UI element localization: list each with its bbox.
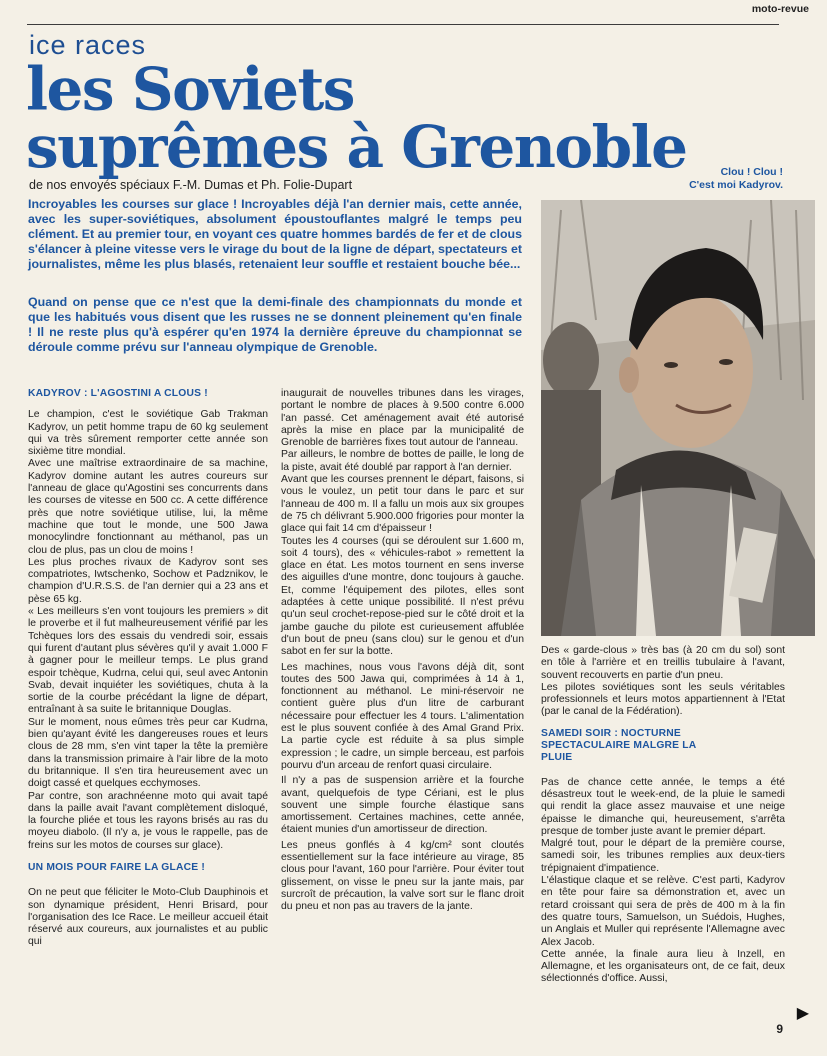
paragraph: Il n'y a pas de suspension arrière et la fourche avant, quelquefois de type Cériani, est le plus souvent une simple fourche élastique sans amortissement. Certaines machines, cette année, étaient munies d'un amortisseur de direction. bbox=[281, 775, 524, 836]
text-column-1 bbox=[28, 388, 268, 949]
paragraph: « Les meilleurs s'en vont toujours les premiers » dit le proverbe et il fut malheureusement vérifié par les Tchèques lors des essais du vendredi soir, essais qui furent d'autant plus sévères qu'il y avait 1.000 F à gagner pour le meilleur temps. Le plus grand espoir tchèque, Kudrna, celui qui, seul avec Antonin Svab, devait inquiéter les soviétiques, chuta à la sortie de la courbe précédant la ligne de départ, entraînant à sa suite le britannique Douglas. bbox=[28, 606, 268, 716]
rider-photo bbox=[541, 200, 815, 636]
paragraph: Les pilotes soviétiques sont les seuls véritables professionnels et leurs motos appartiennent à l'Etat (par le canal de la Fédération). bbox=[541, 681, 785, 718]
article-kicker: ice races bbox=[29, 30, 147, 60]
headline-line-1: les Soviets bbox=[26, 54, 354, 124]
rider-portrait-illustration bbox=[541, 200, 815, 636]
subheading: UN MOIS POUR FAIRE LA GLACE ! bbox=[28, 861, 206, 873]
paragraph: Des « garde-clous » très bas (à 20 cm du sol) sont en tôle à l'arrière et en treillis tubulaire à l'avant, souvent recouverts en partie d'un pneu. bbox=[541, 645, 785, 681]
paragraph: Malgré tout, pour le départ de la première course, samedi soir, les tribunes remplies aux deux-tiers trépignaient d'impatience. bbox=[541, 838, 785, 874]
intro-paragraph-1: Incroyables les courses sur glace ! Incroyables déjà l'an dernier mais, cette année, avec les super-soviétiques, absolument époustouflantes malgré le temps peu clément. Et au premier tour, en voyant ces quatre hommes bardés de fer et de clous s'élancer à pleine vitesse vers le virage du bout de la ligne de départ, spectateurs et journalistes, même les plus blasés, retenaient leur souffle et restaient bouche bée... bbox=[28, 197, 522, 271]
paragraph: Par ailleurs, le nombre de bottes de paille, le long de la piste, avait été doublé par rapport à l'an dernier. bbox=[281, 449, 524, 473]
magazine-name: moto-revue bbox=[751, 3, 809, 15]
page-number: 9 bbox=[776, 1022, 783, 1036]
paragraph: L'élastique claque et se relève. C'est parti, Kadyrov en tête pour faire sa démonstration et, avec un retard croissant qui sera de près de 400 m à la fin des quatre tours, Samuelson, un Suédois, Hughes, un Anglais et Muller qui représente l'Allemagne avec Alex Jacob. bbox=[541, 875, 785, 948]
text-column-2 bbox=[281, 388, 524, 913]
paragraph: Sur le moment, nous eûmes très peur car Kudrna, bien qu'ayant évité les dangereuses roues et leurs clous de 28 mm, s'en vint taper la tête la première dans la transmission primaire à l'air libre de la moto du britannique. Il s'en tira heureusement avec un doigt cassé et quelques ecchymoses. bbox=[28, 716, 268, 790]
paragraph: Les plus proches rivaux de Kadyrov sont ses compatriotes, Iwtschenko, Sochow et Padznikov, le champion d'U.R.S.S. de l'an dernier qui a 23 ans et pèse 65 kg. bbox=[28, 556, 268, 605]
photo-caption-line-1: Clou ! Clou ! bbox=[720, 166, 783, 178]
paragraph: Par contre, son arachnéenne moto qui avait tapé dans la paille avait l'avant complètement disloqué, la fourche pliée et tous les rayons brisés au ras du moyeu diabolo. (Il n'y a, je vous le rappelle, pas de freins sur les motos de courses sur glace). bbox=[28, 790, 268, 851]
paragraph: Les machines, nous vous l'avons déjà dit, sont toutes des 500 Jawa qui, comprimées à 14 à 1, fonctionnent au méthanol. Le mini-réservoir ne contient guère plus d'un litre de carburant nécessaire pour effectuer les 4 tours. L'alimentation est le plus souvent confiée à des Amal Grand Prix. La partie cycle est réduite à sa plus simple expression ; le cadre, un simple berceau, est parfois pourvu d'un arceau de renfort quasi circulaire. bbox=[281, 661, 524, 771]
header-rule bbox=[27, 24, 779, 25]
arrow-right-icon: ▶ bbox=[796, 1005, 809, 1022]
paragraph: Avec une maîtrise extraordinaire de sa machine, Kadyrov domine autant les autres coureurs sur l'anneau de glace qu'Agostini ses concurrents dans les courses de vitesse en 500 cc. A cette différence près que notre soviétique utilise, lui, la même machine que tout le monde, une 500 Jawa monocylindre fonctionnant au méthanol, pas un clou de plus, pas un clou de moins ! bbox=[28, 458, 268, 556]
subheading: KADYROV : L'AGOSTINI A CLOUS ! bbox=[28, 388, 208, 399]
headline-line-2: suprêmes à Grenoble bbox=[26, 113, 687, 181]
intro-paragraph-2: Quand on pense que ce n'est que la demi-finale des championnats du monde et que les habitués vous disent que les russes ne se donnent pleinement qu'en finale ! Il ne reste plus qu'à espérer qu'en 1974 la dernière épreuve du championnat se déroule comme prévu sur l'anneau olympique de Grenoble. bbox=[28, 295, 522, 354]
byline: de nos envoyés spéciaux F.-M. Dumas et Ph. Folie-Dupart bbox=[29, 178, 353, 192]
paragraph: Les pneus gonflés à 4 kg/cm² sont cloutés essentiellement sur la face intérieure au virage, 85 clous pour l'avant, 160 pour l'arrière. Pour éviter tout glissement, on visse le pneu sur la jante mais, par surcroît de précaution, la valve sort sur le flanc droit du pneu et non pas au travers de la jante. bbox=[281, 839, 524, 913]
text-column-3 bbox=[541, 645, 785, 986]
paragraph: inaugurait de nouvelles tribunes dans les virages, portant le nombre de places à 9.500 contre 6.000 l'an passé. Cet aménagement avait été autorisé après la mise en place par la municipalité de Grenoble de barrières fixes tout autour de l'anneau. bbox=[281, 388, 524, 449]
paragraph: Cette année, la finale aura lieu à Inzell, en Allemagne, et les organisateurs ont, de ce fait, deux sélectionnés d'office. Aussi, bbox=[541, 948, 785, 985]
paragraph: Toutes les 4 courses (qui se déroulent sur 1.600 m, soit 4 tours), des « véhicules-rabot » remettent la glace en état. Les motos tournent en sens inverse des aiguilles d'une montre, donc toujours à gauche. Et, comme l'équipement des pilotes, elles sont adaptées à cette unique possibilité. Il n'est prévu qu'un seul crochet-repose-pied sur le côté droit et la jambe gauche du pilote est curieusement affublée d'un bout de pneu (sans clou) sur le genou et d'un sabot en fer sur la botte. bbox=[281, 535, 524, 658]
paragraph: Pas de chance cette année, le temps a été désastreux tout le week-end, de la pluie le samedi qui rendit la glace assez mauvaise et une neige épaisse le dimanche qui, heureusement, s'arrêta presque de tomber juste avant le premier départ. bbox=[541, 776, 785, 837]
subheading: SAMEDI SOIR : NOCTURNE SPECTACULAIRE MALGRE LA PLUIE bbox=[541, 727, 697, 764]
photo-caption-line-2: C'est moi Kadyrov. bbox=[689, 179, 783, 191]
paragraph: On ne peut que féliciter le Moto-Club Dauphinois et son dynamique président, Henri Brisard, pour l'organisation des Ice Race. Le meilleur accueil était réservé aux coureurs, aux journalistes et au public qui bbox=[28, 887, 268, 948]
photo-caption bbox=[583, 166, 783, 192]
paragraph: Le champion, c'est le soviétique Gab Trakman Kadyrov, un petit homme trapu de 60 kg seulement qui va très sûrement remporter cette année son sixième titre mondial. bbox=[28, 409, 268, 458]
paragraph: Avant que les courses prennent le départ, faisons, si vous le voulez, un petit tour dans le parc et sur l'anneau de 400 m. Il a fallu un mois aux six groupes de 75 ch délivrant 5.900.000 frigories pour monter la glace qui fait 14 cm d'épaisseur ! bbox=[281, 474, 524, 535]
